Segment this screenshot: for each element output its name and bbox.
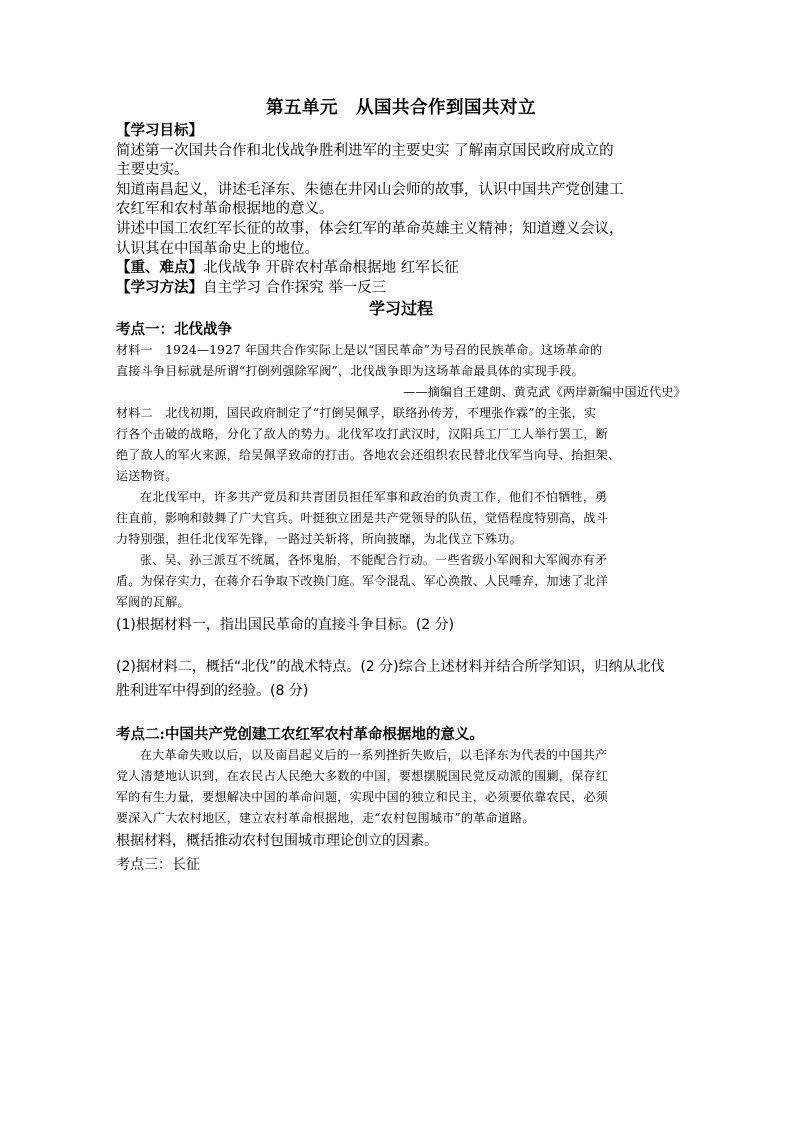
question-2-line: 胜利进军中得到的经验。(8 分) bbox=[116, 683, 309, 700]
keypoints-text: 北伐战争 开辟农村革命根据地 红军长征 bbox=[203, 260, 459, 277]
section2-question: 根据材料，概括推动农村包围城市理论创立的因素。 bbox=[116, 833, 438, 850]
objective-line: 简述第一次国共合作和北伐战争胜利进军的主要史实 了解南京国民政府成立的 bbox=[116, 142, 614, 159]
material2-line: 运送物资。 bbox=[116, 469, 178, 484]
document-page bbox=[116, 96, 686, 877]
objective-line: 主要史实。 bbox=[116, 162, 189, 179]
section2-material-line: 在大革命失败以后，以及南昌起义后的一系列挫折失败后，以毛泽东为代表的中国共产 bbox=[140, 748, 608, 763]
question-2-line: (2)据材料二，概括“北伐”的战术特点。(2 分)综合上述材料并结合所学知识，归纳从北伐 bbox=[116, 659, 665, 676]
objective-line: 知道南昌起义，讲述毛泽东、朱德在井冈山会师的故事，认识中国共产党创建工 bbox=[116, 181, 624, 198]
section2-material-line: 党人清楚地认识到，在农民占人民绝大多数的中国，要想摆脱国民党反动派的围剿，保存红 bbox=[116, 769, 609, 784]
section2-heading: 考点二:中国共产党创建工农红军农村革命根据地的意义。 bbox=[116, 726, 484, 744]
material2-line: 材料二 北伐初期，国民政府制定了“打倒吴佩孚，联络孙传芳，不理张作霖”的主张，实 bbox=[116, 406, 597, 421]
keypoints-label: 【重、难点】 bbox=[116, 260, 203, 277]
section1-heading: 考点一：北伐战争 bbox=[116, 321, 232, 339]
keypoints-line bbox=[116, 259, 686, 279]
material1-source: ——摘编自王建朗、黄克武《两岸新编中国近代史》 bbox=[403, 385, 686, 400]
page-title: 第五单元 从国共合作到国共对立 bbox=[266, 98, 536, 118]
material2-para2-line: 在北伐军中，许多共产党员和共青团员担任军事和政治的负责工作，他们不怕牺牲，勇 bbox=[140, 490, 608, 505]
material1-line: 材料一 1924—1927 年国共合作实际上是以“国民革命”为号召的民族革命。这场革命的 bbox=[116, 343, 603, 358]
material2-line: 绝了敌人的军火来源，给吴佩孚致命的打击。各地农会还组织农民替北伐军当向导、抬担架、 bbox=[116, 448, 621, 463]
material2-para3-line: 张、吴、孙三派互不统属，各怀鬼胎，不能配合行动。一些省级小军阀和大军阀亦有矛 bbox=[140, 553, 608, 568]
objective-line: 农红军和农村革命根据地的意义。 bbox=[116, 201, 334, 218]
material2-para2-line: 往直前，影响和鼓舞了广大官兵。叶挺独立团是共产党领导的队伍，觉悟程度特别高，战斗 bbox=[116, 511, 609, 526]
section3-heading: 考点三：长征 bbox=[116, 857, 200, 874]
section2-material-line: 要深入广大农村地区，建立农村革命根据地，走“农村包围城市”的革命道路。 bbox=[116, 811, 535, 826]
material2-para3-line: 盾。为保存实力，在蒋介石争取下改换门庭。军令混乱、军心涣散、人民唾弃，加速了北洋 bbox=[116, 574, 609, 589]
material2-para3-line: 军阀的瓦解。 bbox=[116, 595, 190, 610]
material1-line: 直接斗争目标就是所谓“打倒列强除军阀”，北伐战争即为这场革命最具体的实现手段。 bbox=[116, 364, 584, 379]
material2-line: 行各个击破的战略，分化了敌人的势力。北伐军攻打武汉时，汉阳兵工厂工人举行罢工，断 bbox=[116, 427, 609, 442]
material2-para2-line: 力特别强，担任北伐军先锋，一路过关斩将，所向披靡，为北伐立下殊功。 bbox=[116, 532, 522, 547]
objective-line: 讲述中国工农红军长征的故事，体会红军的革命英雄主义精神；知道遵义会议， bbox=[116, 220, 624, 237]
section2-material-line: 军的有生力量，要想解决中国的革命问题，实现中国的独立和民主，必须要依靠农民，必须 bbox=[116, 790, 609, 805]
process-heading: 学习过程 bbox=[368, 299, 433, 319]
question-1: (1)根据材料一，指出国民革命的直接斗争目标。(2 分) bbox=[116, 617, 455, 634]
answer-space bbox=[116, 637, 686, 655]
method-text: 自主学习 合作探究 举一反三 bbox=[203, 279, 387, 296]
method-line bbox=[116, 279, 686, 299]
answer-space bbox=[116, 703, 686, 725]
method-label: 【学习方法】 bbox=[116, 279, 203, 296]
objective-line: 认识其在中国革命史上的地位。 bbox=[116, 240, 319, 257]
objectives-heading: 【学习目标】 bbox=[116, 123, 203, 139]
